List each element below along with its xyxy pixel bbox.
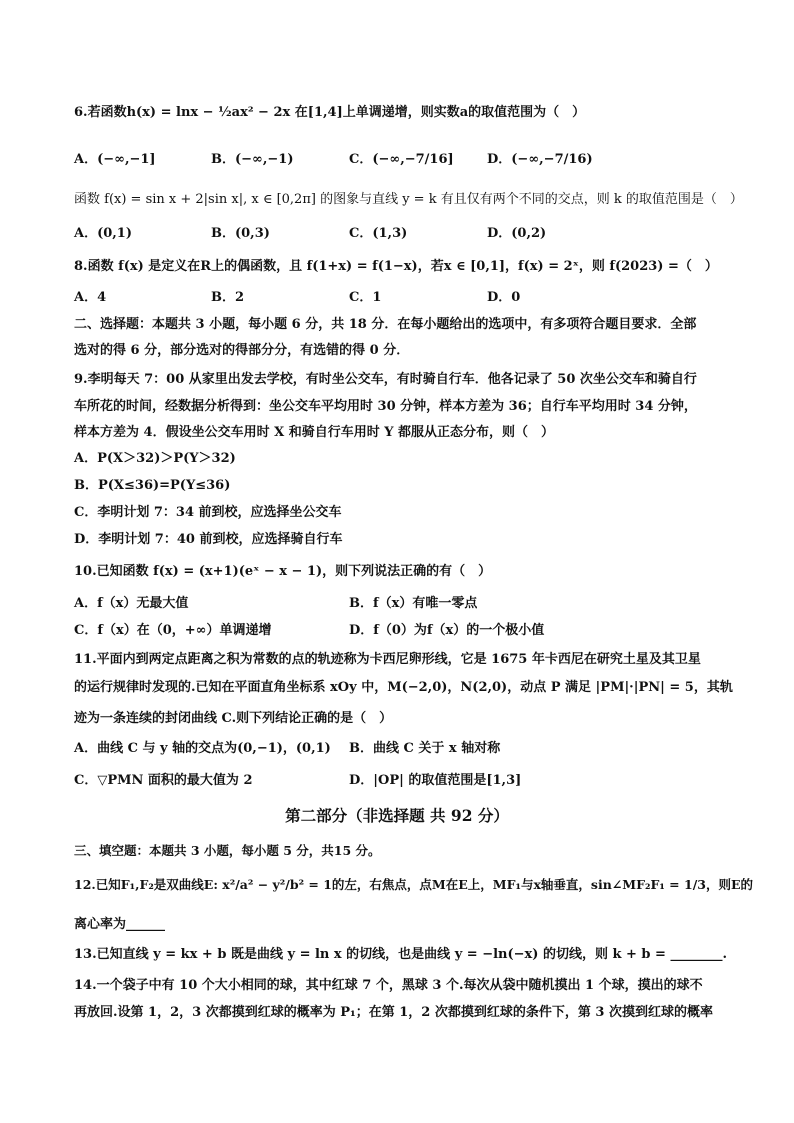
q8-option-c: C．1 bbox=[349, 290, 382, 305]
section2-line1: 二、选择题：本题共 3 小题，每小题 6 分，共 18 分．在每小题给出的选项中，有多项符合题目要求．全部 bbox=[74, 317, 697, 332]
q12-line1: 12.已知F₁,F₂是双曲线E: x²/a² − y²/b² = 1的左，右焦点，点M在E上，MF₁与x轴垂直，sin∠MF₂F₁ = 1/3，则E的 bbox=[74, 877, 753, 892]
q9-option-d: D．李明计划 7：40 前到校，应选择骑自行车 bbox=[74, 532, 343, 547]
q6-option-a: A．(−∞,−1] bbox=[74, 152, 156, 167]
q11-option-d: D．|OP| 的取值范围是[1,3] bbox=[349, 773, 522, 788]
q9-option-c: C．李明计划 7：34 前到校，应选择坐公交车 bbox=[74, 505, 342, 520]
q9-option-a: A．P(X＞32)＞P(Y＞32) bbox=[74, 451, 236, 466]
q9-line3: 样本方差为 4．假设坐公交车用时 X 和骑自行车用时 Y 都服从正态分布，则（ ） bbox=[74, 425, 555, 440]
q10-option-b: B．f（x）有唯一零点 bbox=[349, 596, 478, 611]
q8-option-b: B．2 bbox=[211, 290, 245, 305]
q10-option-d: D．f（0）为f（x）的一个极小值 bbox=[349, 623, 545, 638]
q11-line3: 迹为一条连续的封闭曲线 C.则下列结论正确的是（ ） bbox=[74, 711, 393, 726]
q11-line2: 的运行规律时发现的.已知在平面直角坐标系 xOy 中，M(−2,0)，N(2,0)，动点 P 满足 |PM|·|PN| = 5，其轨 bbox=[74, 680, 733, 695]
q7-option-b: B．(0,3) bbox=[211, 226, 270, 241]
q6-option-b: B．(−∞,−1) bbox=[211, 152, 294, 167]
q6-option-d: D．(−∞,−7/16) bbox=[487, 152, 593, 167]
q7-stem: 函数 f(x) = sin x + 2|sin x|, x ∈ [0,2π] 的图象与直线 y = k 有且仅有两个不同的交点，则 k 的取值范围是（ ） bbox=[74, 192, 743, 207]
q10-option-c: C．f（x）在（0，+∞）单调递增 bbox=[74, 623, 272, 638]
q8-option-a: A．4 bbox=[74, 290, 107, 305]
q14-line2: 再放回.设第 1，2，3 次都摸到红球的概率为 P₁；在第 1，2 次都摸到红球的条件下，第 3 次摸到红球的概率 bbox=[74, 1005, 713, 1020]
q6-option-c: C．(−∞,−7/16] bbox=[349, 152, 454, 167]
q7-option-c: C．(1,3) bbox=[349, 226, 408, 241]
section3-title: 三、填空题：本题共 3 小题，每小题 5 分，共15 分。 bbox=[74, 843, 381, 858]
q9-option-b: B．P(X≤36)=P(Y≤36) bbox=[74, 478, 231, 493]
q10-option-a: A．f（x）无最大值 bbox=[74, 596, 189, 611]
q10-stem: 10.已知函数 f(x) = (x+1)(eˣ − x − 1)，则下列说法正确的有（ ） bbox=[74, 564, 492, 579]
q9-line1: 9.李明每天 7：00 从家里出发去学校，有时坐公交车，有时骑自行车．他各记录了 50 次坐公交车和骑自行 bbox=[74, 372, 697, 387]
q12-line2: 离心率为______ bbox=[74, 917, 166, 932]
q7-option-a: A．(0,1) bbox=[74, 226, 133, 241]
q7-option-d: D．(0,2) bbox=[487, 226, 547, 241]
q11-option-b: B．曲线 C 关于 x 轴对称 bbox=[349, 741, 501, 756]
q11-option-a: A．曲线 C 与 y 轴的交点为(0,−1)，(0,1) bbox=[74, 741, 331, 756]
q9-line2: 车所花的时间，经数据分析得到：坐公交车平均用时 30 分钟，样本方差为 36；自行车平均用时 34 分钟， bbox=[74, 399, 697, 414]
q11-line1: 11.平面内到两定点距离之积为常数的点的轨迹称为卡西尼卵形线，它是 1675 年卡西尼在研究土星及其卫星 bbox=[74, 652, 701, 667]
q8-option-d: D．0 bbox=[487, 290, 521, 305]
part2-title: 第二部分（非选择题 共 92 分） bbox=[285, 806, 509, 825]
section2-line2: 选对的得 6 分，部分选对的得部分分，有选错的得 0 分． bbox=[74, 343, 410, 358]
q6-stem: 6.若函数h(x) = lnx − ½ax² − 2x 在[1,4]上单调递增，则实数a的取值范围为（ ） bbox=[74, 105, 586, 120]
q14-line1: 14.一个袋子中有 10 个大小相同的球，其中红球 7 个，黑球 3 个.每次从袋中随机摸出 1 个球，摸出的球不 bbox=[74, 978, 703, 993]
q8-stem: 8.函数 f(x) 是定义在R上的偶函数，且 f(1+x) = f(1−x)，若x ∈ [0,1]，f(x) = 2ˣ，则 f(2023) =（ ） bbox=[74, 259, 718, 274]
q11-option-c: C．▽PMN 面积的最大值为 2 bbox=[74, 773, 253, 788]
q13-stem: 13.已知直线 y = kx + b 既是曲线 y = ln x 的切线，也是曲线 y = −ln(−x) 的切线，则 k + b = ________. bbox=[74, 947, 727, 962]
